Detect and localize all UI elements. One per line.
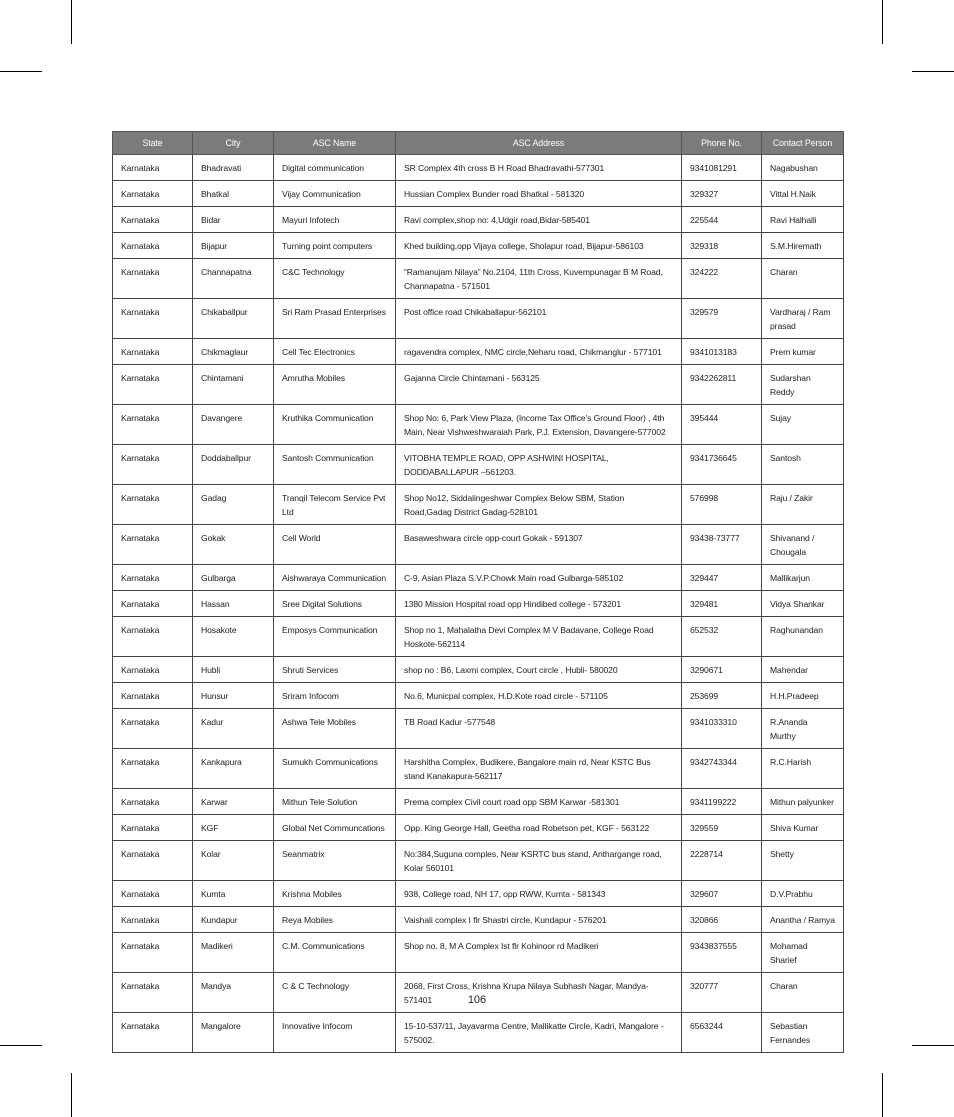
cell-address: SR Complex 4th cross B H Road Bhadravathi-577301	[396, 155, 682, 181]
cell-address: TB Road Kadur -577548	[396, 709, 682, 749]
cell-address: Hussian Complex Bunder road Bhatkal - 581320	[396, 181, 682, 207]
cell-state: Karnataka	[113, 907, 193, 933]
cell-address: 2068, First Cross, Krishna Krupa Nilaya Subhash Nagar, Mandya-571401	[396, 973, 682, 1013]
cell-address: Post office road Chikaballapur-562101	[396, 299, 682, 339]
cell-address: Vaishali complex I flr Shastri circle, Kundapur - 576201	[396, 907, 682, 933]
table-row	[113, 709, 844, 749]
cell-city: Hunsur	[193, 683, 274, 709]
cell-city: Bhatkal	[193, 181, 274, 207]
cell-contact: Santosh	[762, 445, 844, 485]
header-contact-person: Contact Person	[762, 132, 844, 155]
cell-address: Ravi complex,shop no: 4,Udgir road,Bidar-585401	[396, 207, 682, 233]
cell-city: Hassan	[193, 591, 274, 617]
table-row	[113, 155, 844, 181]
cell-state: Karnataka	[113, 365, 193, 405]
cell-address: “Ramanujam Nilaya” No.2104, 11th Cross, Kuvempunagar B M Road, Channapatna - 571501	[396, 259, 682, 299]
cell-city: Madikeri	[193, 933, 274, 973]
cell-contact: Raju / Zakir	[762, 485, 844, 525]
cell-address: 1380 Mission Hospital road opp Hindibed college - 573201	[396, 591, 682, 617]
cell-contact: R.Ananda Murthy	[762, 709, 844, 749]
cell-asc-name: Amrutha Mobiles	[274, 365, 396, 405]
table-row	[113, 299, 844, 339]
cell-asc-name: Sumukh Communications	[274, 749, 396, 789]
cell-state: Karnataka	[113, 749, 193, 789]
cell-phone: 9341033310	[682, 709, 762, 749]
header-state: State	[113, 132, 193, 155]
table-row	[113, 657, 844, 683]
table-row	[113, 973, 844, 1013]
crop-mark	[882, 0, 883, 44]
crop-mark	[912, 1045, 954, 1046]
crop-mark	[882, 1073, 883, 1117]
cell-address: Shop no. 8, M A Complex Ist flr Kohinoor rd Madikeri	[396, 933, 682, 973]
cell-address: Basaweshwara circle opp-court Gokak - 591307	[396, 525, 682, 565]
cell-contact: Mallikarjun	[762, 565, 844, 591]
cell-asc-name: Emposys Communication	[274, 617, 396, 657]
cell-address: Shop No: 6, Park View Plaza, (Income Tax Office's Ground Floor) , 4th Main, Near Vishweshwaraiah Park, P.J. Extension, Davangere-577002	[396, 405, 682, 445]
cell-contact: Ravi Halhalli	[762, 207, 844, 233]
table-row	[113, 181, 844, 207]
cell-city: Karwar	[193, 789, 274, 815]
table-row	[113, 365, 844, 405]
cell-asc-name: Ashwa Tele Mobiles	[274, 709, 396, 749]
cell-phone: 2228714	[682, 841, 762, 881]
cell-city: Kolar	[193, 841, 274, 881]
header-asc-name: ASC Name	[274, 132, 396, 155]
cell-address: Harshitha Complex, Budikere, Bangalore main rd, Near KSTC Bus stand Kanakapura-562117	[396, 749, 682, 789]
cell-phone: 9342262811	[682, 365, 762, 405]
cell-address: Shop No12, Siddalingeshwar Complex Below SBM, Station Road,Gadag District Gadag-528101	[396, 485, 682, 525]
cell-contact: Shetty	[762, 841, 844, 881]
cell-contact: Vardharaj / Ram prasad	[762, 299, 844, 339]
cell-asc-name: C & C Technology	[274, 973, 396, 1013]
cell-contact: H.H.Pradeep	[762, 683, 844, 709]
cell-phone: 9341013183	[682, 339, 762, 365]
cell-address: Prema complex Civil court road opp SBM Karwar -581301	[396, 789, 682, 815]
cell-phone: 6563244	[682, 1013, 762, 1053]
cell-address: No.6, Municpal complex, H.D.Kote road circle - 571105	[396, 683, 682, 709]
cell-contact: Sebastian Fernandes	[762, 1013, 844, 1053]
cell-phone: 329318	[682, 233, 762, 259]
cell-state: Karnataka	[113, 181, 193, 207]
cell-address: Opp. King George Hall, Geetha road Robetson pet, KGF - 563122	[396, 815, 682, 841]
cell-contact: Mahendar	[762, 657, 844, 683]
table-row	[113, 445, 844, 485]
cell-asc-name: Reya Mobiles	[274, 907, 396, 933]
cell-state: Karnataka	[113, 881, 193, 907]
cell-contact: S.M.Hiremath	[762, 233, 844, 259]
cell-state: Karnataka	[113, 155, 193, 181]
cell-asc-name: Vijay Communication	[274, 181, 396, 207]
table-row	[113, 339, 844, 365]
cell-state: Karnataka	[113, 207, 193, 233]
cell-city: Mandya	[193, 973, 274, 1013]
cell-phone: 320866	[682, 907, 762, 933]
cell-asc-name: Innovative Infocom	[274, 1013, 396, 1053]
table-row	[113, 525, 844, 565]
cell-phone: 329447	[682, 565, 762, 591]
cell-phone: 9341736645	[682, 445, 762, 485]
cell-asc-name: Turning point computers	[274, 233, 396, 259]
table-row	[113, 789, 844, 815]
cell-phone: 395444	[682, 405, 762, 445]
cell-phone: 329481	[682, 591, 762, 617]
cell-state: Karnataka	[113, 233, 193, 259]
cell-city: Kundapur	[193, 907, 274, 933]
cell-address: Khed building,opp Vijaya college, Sholapur road, Bijapur-586103	[396, 233, 682, 259]
cell-asc-name: C.M. Communications	[274, 933, 396, 973]
cell-contact: Shivanand / Chougala	[762, 525, 844, 565]
table-row	[113, 591, 844, 617]
cell-city: Kadur	[193, 709, 274, 749]
header-city: City	[193, 132, 274, 155]
cell-state: Karnataka	[113, 973, 193, 1013]
cell-city: Doddaballpur	[193, 445, 274, 485]
cell-address: C-9, Asian Plaza S.V.P.Chowk Main road Gulbarga-585102	[396, 565, 682, 591]
cell-phone: 9342743344	[682, 749, 762, 789]
cell-phone: 329559	[682, 815, 762, 841]
cell-city: Kumta	[193, 881, 274, 907]
page-number: 106	[467, 994, 487, 1006]
cell-city: Gulbarga	[193, 565, 274, 591]
cell-phone: 93438-73777	[682, 525, 762, 565]
asc-directory-table	[112, 131, 844, 1053]
cell-phone: 329327	[682, 181, 762, 207]
header-phone: Phone No.	[682, 132, 762, 155]
cell-state: Karnataka	[113, 485, 193, 525]
cell-address: Shop no 1, Mahalatha Devi Complex M V Badavane, College Road Hoskote-562114	[396, 617, 682, 657]
cell-city: Hosakote	[193, 617, 274, 657]
cell-phone: 225544	[682, 207, 762, 233]
cell-state: Karnataka	[113, 657, 193, 683]
cell-city: Kankapura	[193, 749, 274, 789]
table-row	[113, 933, 844, 973]
cell-contact: R.C.Harish	[762, 749, 844, 789]
cell-phone: 652532	[682, 617, 762, 657]
cell-asc-name: Aishwaraya Communication	[274, 565, 396, 591]
table-header-row	[113, 132, 844, 155]
cell-asc-name: Sriram Infocom	[274, 683, 396, 709]
cell-contact: Charan	[762, 973, 844, 1013]
cell-phone: 320777	[682, 973, 762, 1013]
table-row	[113, 841, 844, 881]
table-row	[113, 881, 844, 907]
cell-city: Gokak	[193, 525, 274, 565]
cell-contact: Vittal H.Naik	[762, 181, 844, 207]
cell-state: Karnataka	[113, 405, 193, 445]
table-row	[113, 749, 844, 789]
cell-city: Chintamani	[193, 365, 274, 405]
cell-asc-name: Sree Digital Solutions	[274, 591, 396, 617]
cell-address: 938, College road, NH 17, opp RWW, Kumta - 581343	[396, 881, 682, 907]
cell-contact: Shiva Kumar	[762, 815, 844, 841]
cell-asc-name: Kruthika Communication	[274, 405, 396, 445]
cell-state: Karnataka	[113, 565, 193, 591]
cell-city: Chikaballpur	[193, 299, 274, 339]
cell-asc-name: Digital communication	[274, 155, 396, 181]
cell-state: Karnataka	[113, 259, 193, 299]
crop-mark	[71, 0, 72, 44]
cell-city: Bijapur	[193, 233, 274, 259]
table-row	[113, 683, 844, 709]
cell-contact: D.V.Prabhu	[762, 881, 844, 907]
cell-phone: 576998	[682, 485, 762, 525]
cell-asc-name: Tranqil Telecom Service Pvt Ltd	[274, 485, 396, 525]
cell-contact: Vidya Shankar	[762, 591, 844, 617]
cell-state: Karnataka	[113, 299, 193, 339]
cell-city: Channapatna	[193, 259, 274, 299]
cell-asc-name: Cell World	[274, 525, 396, 565]
cell-contact: Mohamad Sharief	[762, 933, 844, 973]
cell-phone: 253699	[682, 683, 762, 709]
cell-state: Karnataka	[113, 815, 193, 841]
cell-city: Gadag	[193, 485, 274, 525]
header-asc-address: ASC Address	[396, 132, 682, 155]
table-row	[113, 617, 844, 657]
cell-state: Karnataka	[113, 683, 193, 709]
cell-asc-name: Mithun Tele Solution	[274, 789, 396, 815]
cell-contact: Mithun palyunker	[762, 789, 844, 815]
cell-address: Gajanna Circle Chintamani - 563125	[396, 365, 682, 405]
cell-contact: Prem kumar	[762, 339, 844, 365]
cell-address: VITOBHA TEMPLE ROAD, OPP ASHWINI HOSPITAL, DODDABALLAPUR –561203.	[396, 445, 682, 485]
table-row	[113, 815, 844, 841]
cell-state: Karnataka	[113, 591, 193, 617]
cell-phone: 9341199222	[682, 789, 762, 815]
cell-city: Bhadravati	[193, 155, 274, 181]
cell-state: Karnataka	[113, 841, 193, 881]
cell-asc-name: Global Net Communcations	[274, 815, 396, 841]
cell-phone: 9343837555	[682, 933, 762, 973]
cell-phone: 9341081291	[682, 155, 762, 181]
cell-city: Hubli	[193, 657, 274, 683]
table-row	[113, 233, 844, 259]
cell-state: Karnataka	[113, 1013, 193, 1053]
cell-city: Bidar	[193, 207, 274, 233]
cell-phone: 329607	[682, 881, 762, 907]
table-row	[113, 565, 844, 591]
cell-asc-name: Santosh Communication	[274, 445, 396, 485]
table-row	[113, 485, 844, 525]
cell-address: ragavendra complex, NMC circle,Neharu road, Chikmanglur - 577101	[396, 339, 682, 365]
cell-asc-name: Seanmatrix	[274, 841, 396, 881]
cell-city: KGF	[193, 815, 274, 841]
cell-contact: Anantha / Ramya	[762, 907, 844, 933]
cell-phone: 329579	[682, 299, 762, 339]
cell-contact: Raghunandan	[762, 617, 844, 657]
cell-state: Karnataka	[113, 339, 193, 365]
cell-address: 15-10-537/11, Jayavarma Centre, Mallikatte Circle, Kadri, Mangalore - 575002.	[396, 1013, 682, 1053]
cell-asc-name: Cell Tec Electronics	[274, 339, 396, 365]
cell-asc-name: Mayuri Infotech	[274, 207, 396, 233]
crop-mark	[0, 71, 42, 72]
cell-city: Davangere	[193, 405, 274, 445]
crop-mark	[912, 71, 954, 72]
cell-asc-name: Sri Ram Prasad Enterprises	[274, 299, 396, 339]
cell-asc-name: Krishna Mobiles	[274, 881, 396, 907]
cell-asc-name: Shruti Services	[274, 657, 396, 683]
table-row	[113, 405, 844, 445]
table-row	[113, 259, 844, 299]
cell-address: No:384,Suguna comples, Near KSRTC bus stand, Anthargange road, Kolar 560101	[396, 841, 682, 881]
cell-contact: Charan	[762, 259, 844, 299]
cell-phone: 324222	[682, 259, 762, 299]
table-row	[113, 907, 844, 933]
cell-state: Karnataka	[113, 933, 193, 973]
cell-phone: 3290671	[682, 657, 762, 683]
cell-asc-name: C&C Technology	[274, 259, 396, 299]
cell-city: Chikmaglaur	[193, 339, 274, 365]
crop-mark	[71, 1073, 72, 1117]
cell-state: Karnataka	[113, 617, 193, 657]
table-row	[113, 1013, 844, 1053]
cell-address: shop no : B6, Laxmi complex, Court circle , Hubli- 580020	[396, 657, 682, 683]
cell-city: Mangalore	[193, 1013, 274, 1053]
cell-contact: Sujay	[762, 405, 844, 445]
cell-state: Karnataka	[113, 445, 193, 485]
crop-mark	[0, 1045, 42, 1046]
cell-contact: Nagabushan	[762, 155, 844, 181]
cell-state: Karnataka	[113, 789, 193, 815]
cell-state: Karnataka	[113, 525, 193, 565]
cell-contact: Sudarshan Reddy	[762, 365, 844, 405]
cell-state: Karnataka	[113, 709, 193, 749]
table-row	[113, 207, 844, 233]
